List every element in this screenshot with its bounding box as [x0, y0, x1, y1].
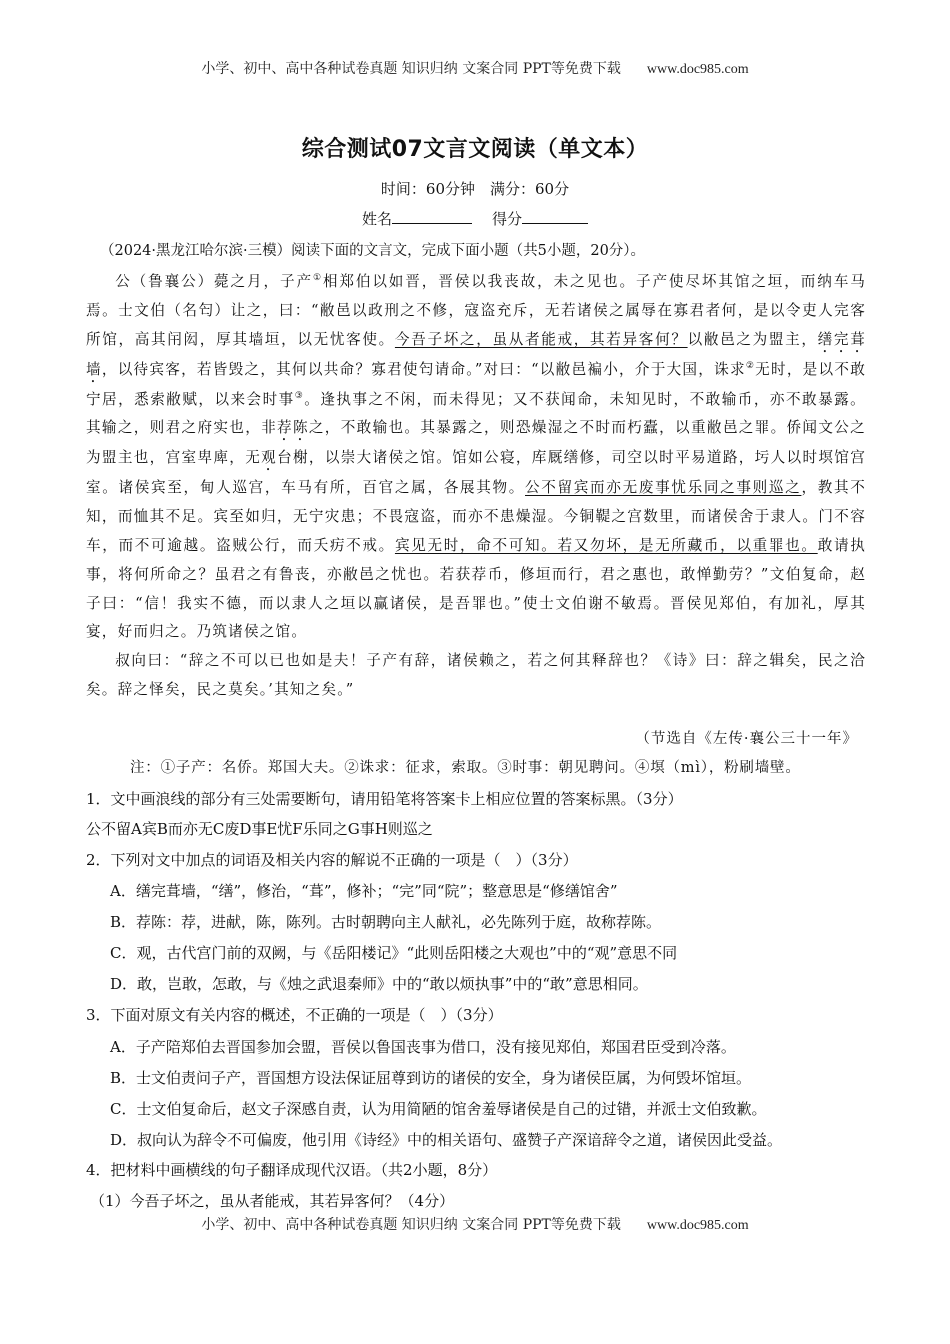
page-title: 综合测试07文言文阅读（单文本） [301, 137, 649, 162]
question-2: 2．下列对文中加点的词语及相关内容的解说不正确的一项是（ ）（3分） [86, 851, 578, 869]
question-3-option-b: B．士文伯责问子产，晋国想方设法保证屈尊到访的诸侯的安全，身为诸侯臣属，为何毁坏馆垣。 [110, 1069, 752, 1087]
header-text: 小学、初中、高中各种试卷真题 知识归纳 文案合同 PPT等免费下载 [201, 61, 621, 77]
page-footer [0, 1214, 950, 1234]
classical-passage [86, 268, 866, 705]
reading-intro: （2024·黑龙江哈尔滨·三模）阅读下面的文言文，完成下面小题（共5小题，20分）。 [100, 243, 646, 259]
question-2-option-b: B．荐陈：荐，进献，陈，陈列。古时朝聘向主人献礼，必先陈列于庭，故称荐陈。 [110, 913, 662, 931]
name-blank [392, 209, 472, 224]
name-score-line [0, 208, 950, 229]
question-3-option-a: A．子产陪郑伯去晋国参加会盟，晋侯以鲁国丧事为借口，没有接见郑伯，郑国君臣受到冷落。 [110, 1038, 736, 1056]
passage-paragraph-1: 公（鲁襄公）薨之月，子产①相郑伯以如晋，晋侯以我丧故，未之见也。子产使尽坏其馆之垣，而纳车马焉。士文伯（名匄）让之，曰：“敝邑以政刑之不修，寇盗充斥，无若诸侯之属辱在寡君者何，是以令吏人完客所馆，高其闬闳，厚其墙垣，以无忧客使。今吾子坏之，虽从者能戒，其若异客何？以敝邑之为盟主，缮完葺墙，以待宾客，若皆毁之，其何以共命？寡君使匄请命。”对曰：“以敝邑褊小，介于大国，诛求②无时，是以不敢宁居，悉索敝赋，以来会时事③。逢执事之不闲，而未得见；又不获闻命，未知见时，不敢输币，亦不敢暴露。其输之，则君之府实也，非荐陈之，不敢输也。其暴露之，则恐燥湿之不时而朽蠹，以重敝邑之罪。侨闻文公之为盟主也，宫室卑庳，无观台榭，以崇大诸侯之馆。馆如公寝，库厩缮修，司空以时平易道路，圬人以时塓馆宫室。诸侯宾至，甸人巡宫，车马有所，百官之属，各展其物。公不留宾而亦无废事忧乐同之事则巡之，教其不知，而恤其不足。宾至如归，无宁灾患；不畏寇盗，而亦不患燥湿。今铜鞮之宫数里，而诸侯舍于隶人。门不容车，而不可逾越。盗贼公行，而夭疠不戒。宾见无时，命不可知。若又勿坏，是无所藏币，以重罪也。敢请执事，将何所命之？虽君之有鲁丧，亦敝邑之忧也。若获荐币，修垣而行，君之惠也，敢惮勤劳？”文伯复命，赵子曰：“信！我实不德，而以隶人之垣以赢诸侯，是吾罪也。”使士文伯谢不敏焉。晋侯见郑伯，有加礼，厚其宴，好而归之。乃筑诸侯之馆。 [86, 273, 867, 641]
passage-source: （节选自《左传·襄公三十一年》 [635, 731, 858, 747]
passage-paragraph-2: 叔向曰：“辞之不可以已也如是夫！子产有辞，诸侯赖之，若之何其释辞也？《诗》曰：辞之辑矣，民之洽矣。辞之怿矣，民之莫矣。’其知之矣。” [86, 652, 866, 698]
page-header [0, 58, 950, 78]
question-3-option-c: C．士文伯复命后，赵文子深感自责，认为用简陋的馆舍羞辱诸侯是自己的过错，并派士文伯致歉。 [110, 1100, 767, 1118]
dotted-term-jianchen: 荐陈 [277, 419, 309, 437]
name-label: 姓名 [361, 210, 392, 228]
score-label: 得分 [492, 210, 523, 228]
footnote-ref-3: ③ [294, 390, 305, 401]
question-1-segment: 公不留A宾B而亦无C废D事E忧F乐同之G事H则巡之 [86, 820, 433, 838]
question-2-option-d: D．敢，岂敢，怎敢，与《烛之武退秦师》中的“敢以烦执事”中的“敢”意思相同。 [110, 975, 648, 993]
dotted-term-guan: 观 [261, 449, 278, 467]
underlined-sentence-1: 今吾子坏之，虽从者能戒，其若异客何？ [394, 330, 688, 348]
question-4-part-1: （1）今吾子坏之，虽从者能戒，其若异客何？（4分） [90, 1192, 455, 1210]
wavy-underlined-segment: 公不留宾而亦无废事忧乐同之事则巡之 [525, 479, 802, 497]
passage-notes: 注：①子产：名侨。郑国大夫。②诛求：征求，索取。③时事：朝见聘问。④塓（mì），粉刷墙壁。 [130, 760, 801, 776]
footer-text: 小学、初中、高中各种试卷真题 知识归纳 文案合同 PPT等免费下载 [201, 1217, 621, 1233]
question-3-option-d: D．叔向认为辞令不可偏废，他引用《诗经》中的相关语句、盛赞子产深谙辞令之道，诸侯因此受益。 [110, 1131, 783, 1149]
footer-url[interactable]: www.doc985.com [646, 1218, 749, 1233]
header-url[interactable]: www.doc985.com [646, 62, 749, 77]
score-blank [522, 209, 588, 224]
footnote-ref-1: ① [312, 273, 323, 284]
question-1: 1．文中画浪线的部分有三处需要断句，请用铅笔将答案卡上相应位置的答案标黑。（3分） [86, 790, 683, 808]
dotted-term-shanwanqiqiang: 缮完葺墙 [86, 330, 866, 378]
question-2-option-c: C．观，古代宫门前的双阙，与《岳阳楼记》“此则岳阳楼之大观也”中的“观”意思不同 [110, 944, 678, 962]
time-score-line: 时间：60分钟 满分：60分 [380, 180, 570, 198]
question-4: 4．把材料中画横线的句子翻译成现代汉语。（共2小题，8分） [86, 1161, 498, 1179]
footnote-ref-2: ② [745, 360, 756, 371]
underlined-sentence-2: 宾见无时，命不可知。若又勿坏，是无所藏币，以重罪也。 [394, 536, 818, 554]
question-2-option-a: A．缮完葺墙，“缮”，修治，“葺”，修补；“完”同“院”；整意思是“修缮馆舍” [110, 882, 618, 900]
question-3: 3．下面对原文有关内容的概述，不正确的一项是（ ）（3分） [86, 1006, 503, 1024]
